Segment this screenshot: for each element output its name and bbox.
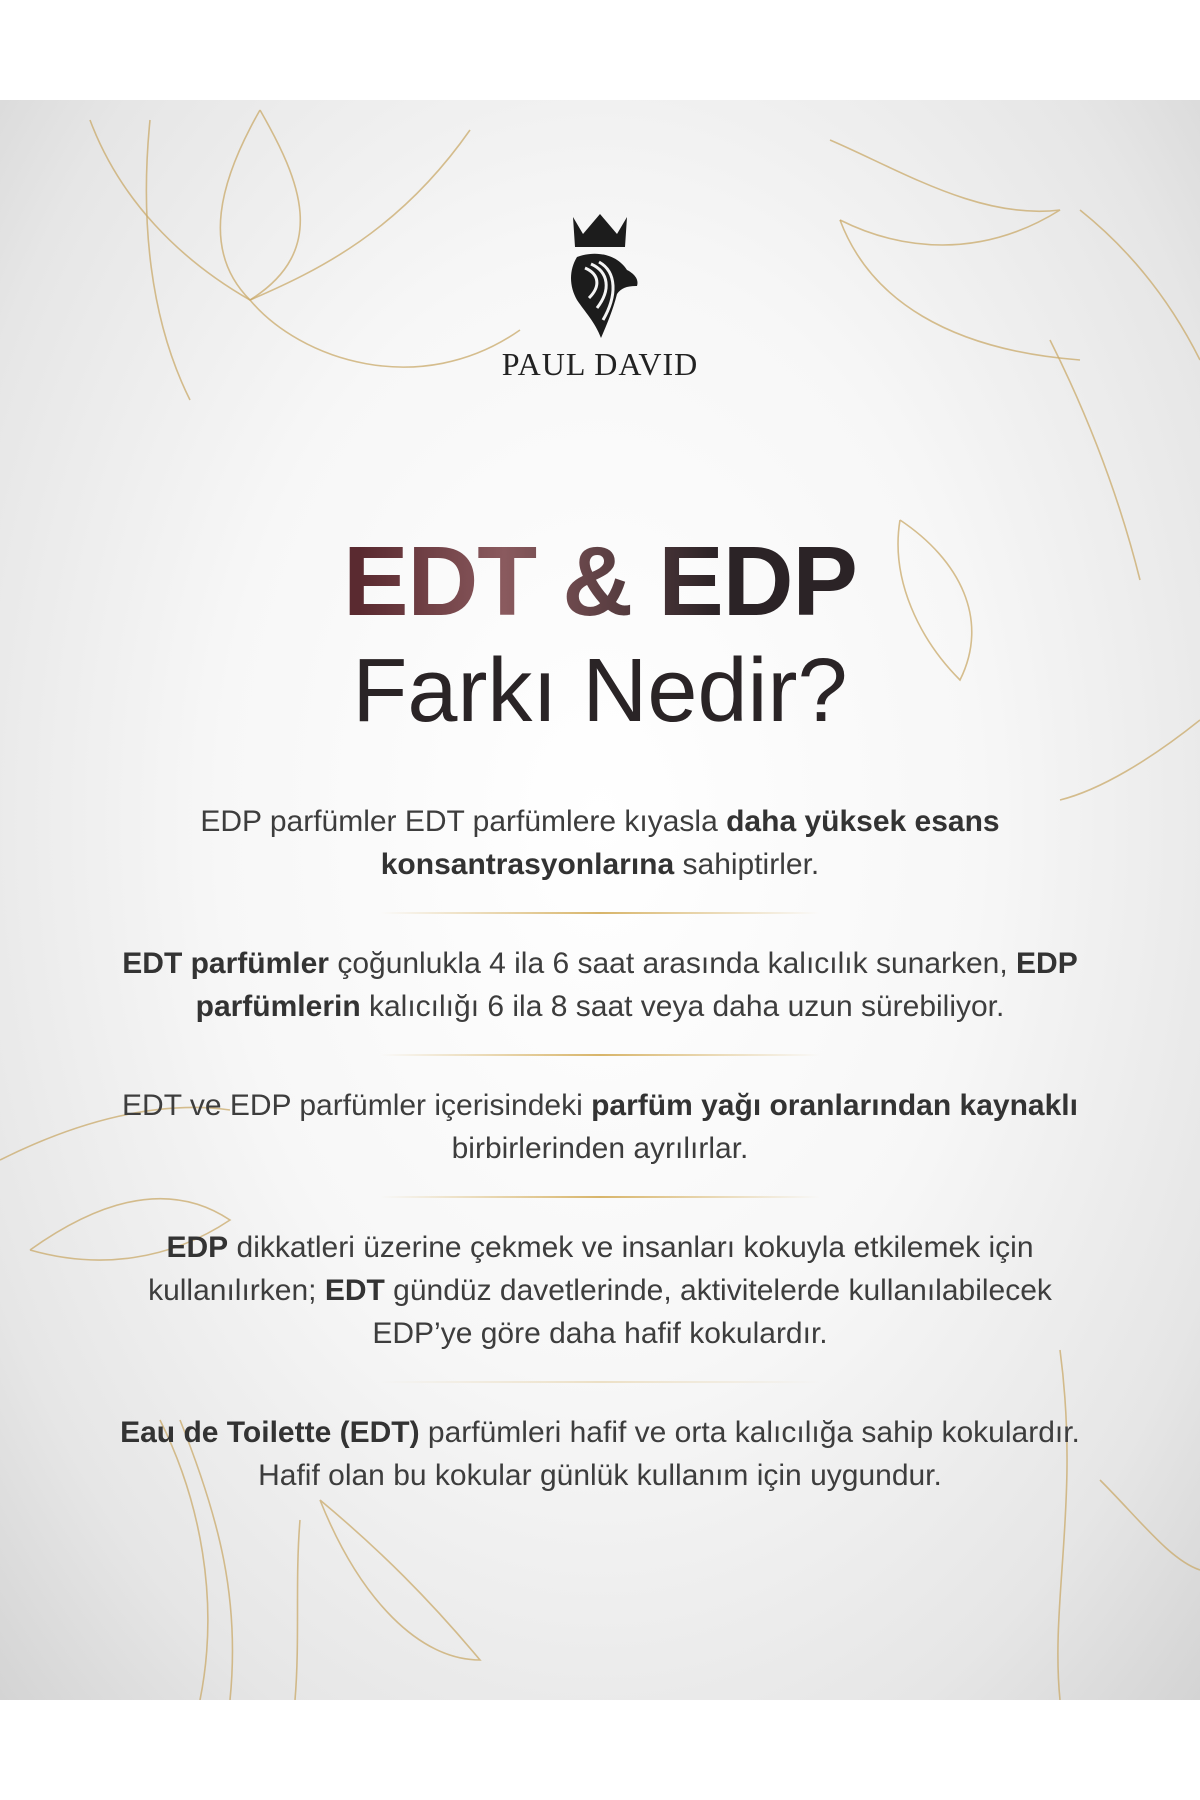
bold-text: daha yüksek esans konsantrasyonlarına: [380, 805, 1000, 881]
text: birbirlerinden ayrılırlar.: [451, 1132, 749, 1165]
crowned-lion-icon: [555, 212, 645, 342]
text: sahiptirler.: [674, 848, 820, 881]
title-line-2: Farkı Nedir?: [352, 641, 848, 741]
title-line-1: EDT & EDP: [0, 525, 1200, 638]
bold-text: EDT: [324, 1274, 385, 1307]
text: kalıcılığı 6 ila 8 saat veya daha uzun sürebiliyor.: [360, 990, 1005, 1023]
paragraph-2: [120, 942, 1080, 1028]
brand-name: PAUL DAVID: [501, 346, 699, 382]
gold-divider: [380, 912, 820, 914]
bold-text: parfüm yağı oranlarından kaynaklı: [591, 1089, 1078, 1122]
paragraph-5: [120, 1411, 1080, 1497]
paragraph-4: [120, 1226, 1080, 1355]
gold-divider: [380, 1381, 820, 1383]
bold-text: EDP parfümlerin: [195, 947, 1078, 1023]
gold-divider: [380, 1054, 820, 1056]
bold-text: EDP: [166, 1231, 229, 1264]
paragraph-3: [120, 1084, 1080, 1170]
text: çoğunlukla 4 ila 6 saat arasında kalıcılık sunarken,: [328, 947, 1017, 980]
paragraph-1: [120, 800, 1080, 886]
gold-divider: [380, 1196, 820, 1198]
bold-text: EDT parfümler: [122, 947, 329, 980]
brand-logo: [0, 212, 1200, 383]
text: EDT ve EDP parfümler içerisindeki: [122, 1089, 592, 1122]
poster: [0, 100, 1200, 1700]
text: parfümleri hafif ve orta kalıcılığa sahip kokulardır. Hafif olan bu kokular günlük kullanım için uygundur.: [258, 1416, 1080, 1492]
bold-text: Eau de Toilette (EDT): [120, 1416, 420, 1449]
content: [120, 800, 1080, 1497]
text: gündüz davetlerinde, aktivitelerde kullanılabilecek EDP’ye göre daha hafif kokulardır.: [372, 1274, 1052, 1350]
text: dikkatleri üzerine çekmek ve insanları kokuyla etkilemek için kullanılırken;: [148, 1231, 1034, 1307]
text: EDP parfümler EDT parfümlere kıyasla: [200, 805, 727, 838]
